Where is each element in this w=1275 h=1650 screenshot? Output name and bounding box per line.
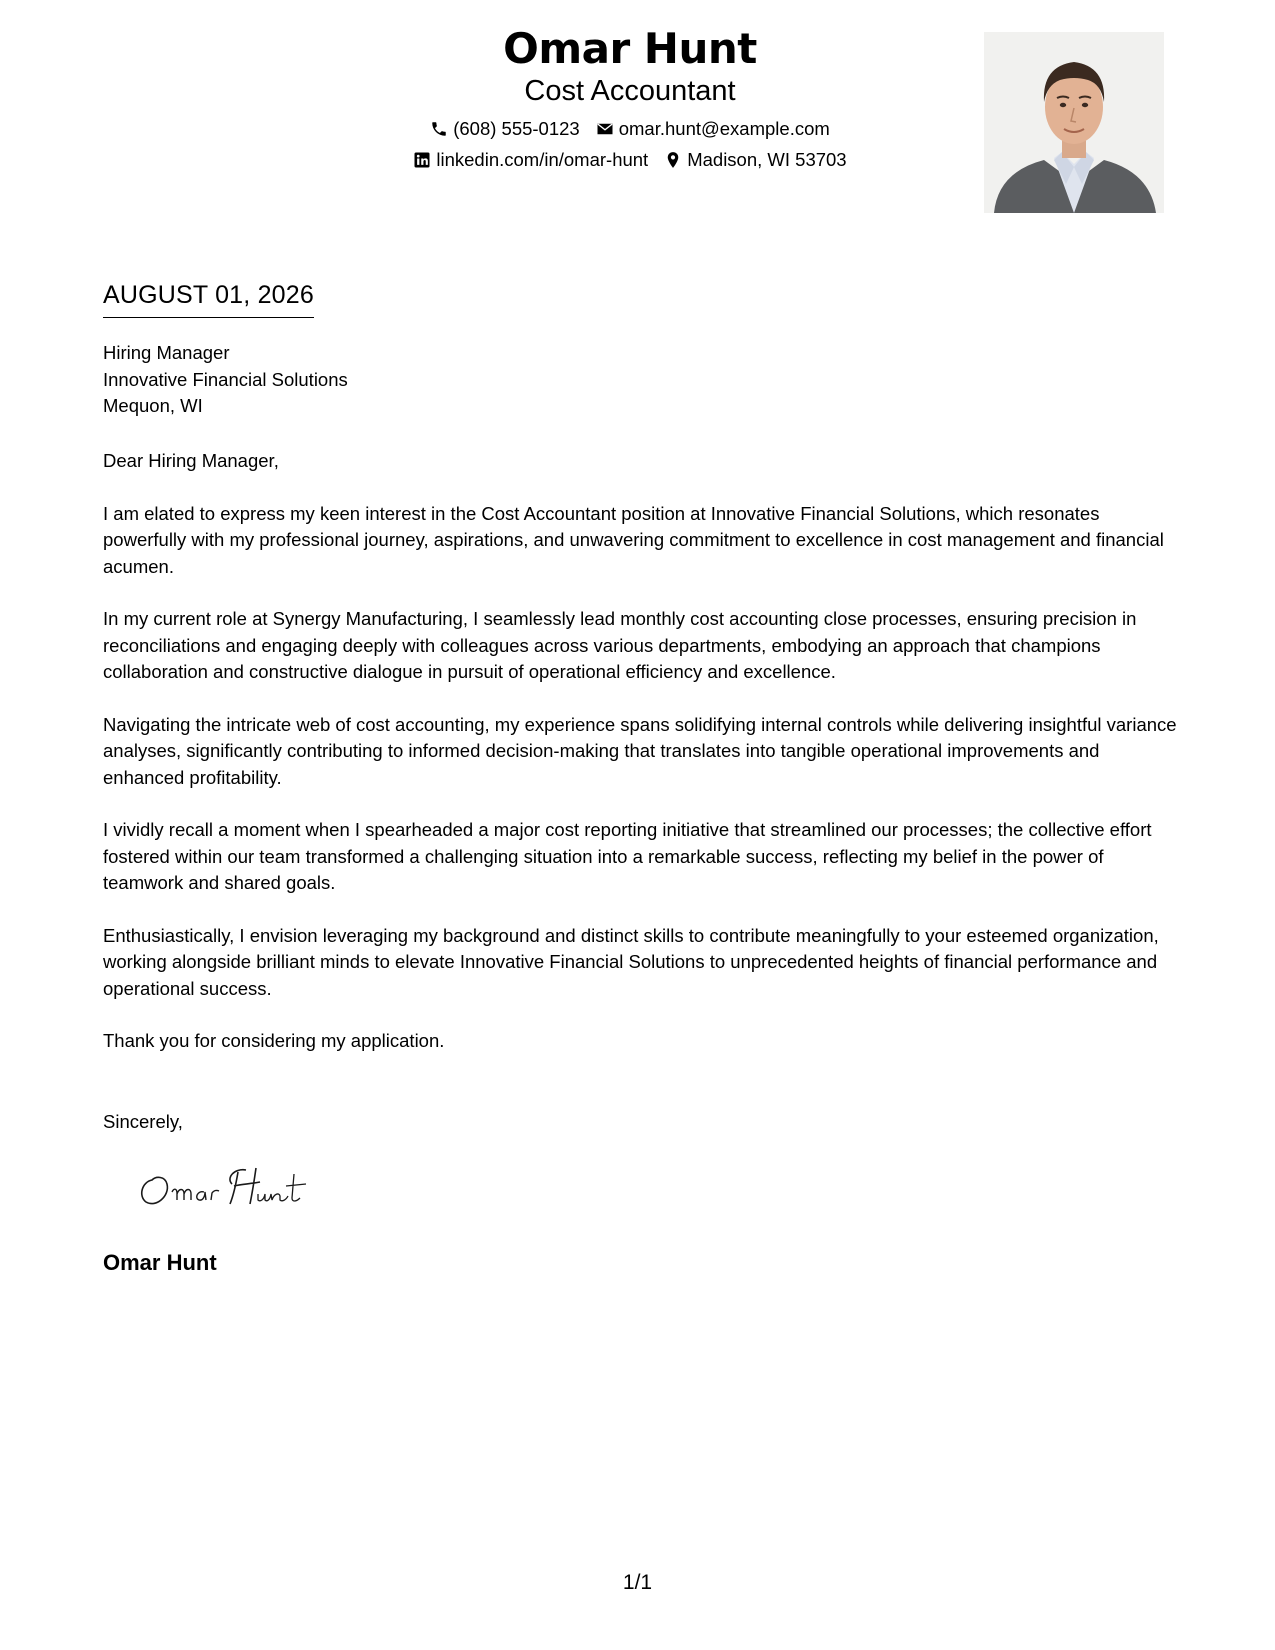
letter-date: AUGUST 01, 2026 bbox=[103, 280, 314, 318]
phone-icon bbox=[430, 120, 448, 138]
linkedin-icon bbox=[413, 151, 431, 169]
profile-photo bbox=[984, 32, 1164, 213]
body-paragraph: Enthusiastically, I envision leveraging my background and distinct skills to contribute meaningfully to your esteemed organization, working alongside brilliant minds to elevate Innovative Financial Solutions to unprecedented heights of financial performance and operational success. bbox=[103, 924, 1159, 999]
thank-you-line: Thank you for considering my application. bbox=[103, 1030, 445, 1051]
location-text: Madison, WI 53703 bbox=[687, 149, 847, 170]
recipient-company: Innovative Financial Solutions bbox=[103, 368, 348, 390]
email-text: omar.hunt@example.com bbox=[618, 118, 830, 139]
linkedin-text: linkedin.com/in/omar-hunt bbox=[436, 149, 649, 170]
body-paragraph: Navigating the intricate web of cost accounting, my experience spans solidifying internal controls while delivering insightful variance analyses, significantly contributing to informed decision-making that translates into tangible operational improvements and enhanced profitability. bbox=[103, 713, 1177, 788]
closing-line: Sincerely, bbox=[103, 1111, 183, 1132]
map-pin-icon bbox=[664, 151, 682, 169]
signer-name: Omar Hunt bbox=[103, 1250, 217, 1275]
recipient-block bbox=[103, 340, 348, 420]
contact-phone bbox=[430, 118, 580, 140]
page-number: 1/1 bbox=[622, 1571, 653, 1594]
envelope-icon bbox=[596, 120, 614, 138]
body-paragraph: I am elated to express my keen interest in the Cost Accountant position at Innovative Financial Solutions, which resonates powerfully with my professional journey, aspirations, and unwavering commitment to excellence in cost management and financial acumen. bbox=[103, 502, 1164, 577]
phone-text: (608) 555-0123 bbox=[453, 118, 580, 139]
recipient-location: Mequon, WI bbox=[103, 395, 203, 416]
contact-location bbox=[664, 149, 846, 171]
applicant-name: Omar Hunt bbox=[503, 24, 757, 73]
recipient-line: Hiring Manager bbox=[103, 342, 230, 363]
letter-body bbox=[103, 448, 1183, 1081]
body-paragraph: In my current role at Synergy Manufacturing, I seamlessly lead monthly cost accounting close processes, ensuring precision in reconciliations and engaging deeply with colleagues across various departments, embodying an approach that champions collaboration and constructive dialogue in pursuit of operational efficiency and excellence. bbox=[103, 608, 1137, 682]
contact-email bbox=[596, 118, 830, 140]
handwritten-signature bbox=[134, 1160, 334, 1216]
contact-linkedin bbox=[413, 149, 648, 171]
salutation: Dear Hiring Manager, bbox=[103, 450, 279, 471]
applicant-title: Cost Accountant bbox=[524, 75, 736, 107]
body-paragraph: I vividly recall a moment when I spearheaded a major cost reporting initiative that streamlined our processes; the collective effort fostered within our team transformed a challenging situation into a remarkable success, reflecting my belief in the power of teamwork and shared goals. bbox=[103, 819, 1152, 893]
